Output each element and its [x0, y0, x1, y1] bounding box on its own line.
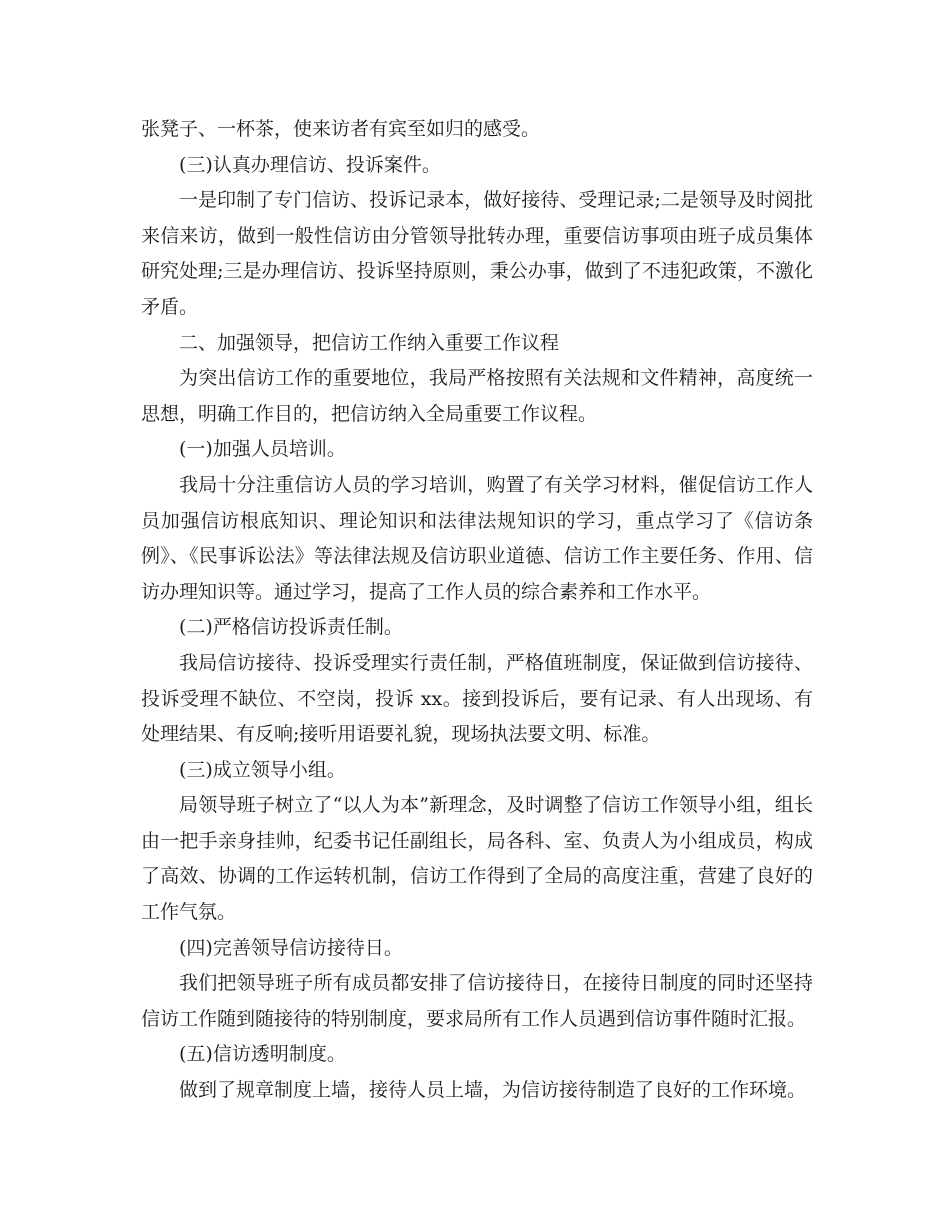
section-heading-strengthen-leadership: 二、加强领导，把信访工作纳入重要工作议程 [179, 331, 560, 354]
paragraph-transparency: 做到了规章制度上墙，接待人员上墙，为信访接待制造了良好的工作环境。 [179, 1079, 807, 1102]
subheading-staff-training: (一)加强人员培训。 [179, 438, 346, 461]
paragraph-strengthen-leadership: 为突出信访工作的重要地位，我局严格按照有关法规和文件精神，高度统一思想，明确工作目的，把信访纳入全局重要工作议程。 [141, 367, 813, 425]
paragraph-reception-day: 我们把领导班子所有成员都安排了信访接待日，在接待日制度的同时还坚持信访工作随到随接待的特别制度，要求局所有工作人员遇到信访事件随时汇报。 [141, 972, 813, 1030]
paragraph-responsibility-system: 我局信访接待、投诉受理实行责任制，严格值班制度，保证做到信访接待、投诉受理不缺位、不空岗，投诉 xx。接到投诉后，要有记录、有人出现场、有处理结果、有反响;接听用语要礼貌，现场执法要文明、标准。 [141, 651, 813, 746]
subheading-reception-day: (四)完善领导信访接待日。 [179, 936, 403, 959]
paragraph-continuation: 张凳子、一杯茶，使来访者有宾至如归的感受。 [141, 118, 541, 140]
document-body [141, 112, 813, 1109]
paragraph-staff-training: 我局十分注重信访人员的学习培训，购置了有关学习材料，催促信访工作人员加强信访根底知识、理论知识和法律法规知识的学习，重点学习了《信访条例》、《民事诉讼法》等法律法规及信访职业道德、信访工作主要任务、作用、信访办理知识等。通过学习，提高了工作人员的综合素养和工作水平。 [141, 473, 813, 603]
subheading-transparency: (五)信访透明制度。 [179, 1043, 346, 1066]
subheading-responsibility-system: (二)严格信访投诉责任制。 [179, 616, 403, 639]
paragraph-handle-petitions: 一是印制了专门信访、投诉记录本，做好接待、受理记录;二是领导及时阅批来信来访，做到一般性信访由分管领导批转办理，重要信访事项由班子成员集体研究处理;三是办理信访、投诉坚持原则，秉公办事，做到了不违犯政策，不激化矛盾。 [141, 189, 813, 318]
subheading-leading-group: (三)成立领导小组。 [179, 758, 346, 781]
paragraph-leading-group: 局领导班子树立了“以人为本”新理念，及时调整了信访工作领导小组，组长由一把手亲身挂帅，纪委书记任副组长，局各科、室、负责人为小组成员，构成了高效、协调的工作运转机制，信访工作得到了全局的高度注重，营建了良好的工作气氛。 [141, 794, 813, 924]
subheading-handle-petitions: (三)认真办理信访、投诉案件。 [179, 153, 441, 176]
